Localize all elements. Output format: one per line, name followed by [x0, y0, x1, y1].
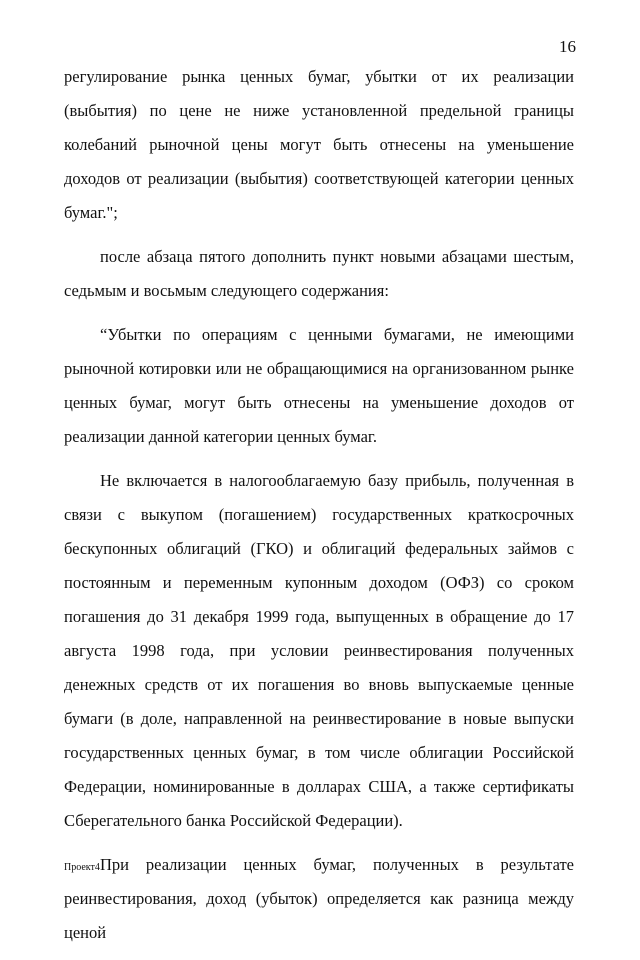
paragraph-continuation: регулирование рынка ценных бумаг, убытки от их реализации (выбытия) по цене не ниже установленной предельной границы колебаний рыночной цены могут быть отнесены на уменьшение доходов от реализации (выбытия) соответствующей категории ценных бумаг."; [64, 67, 574, 222]
paragraph-gko-ofz-exemption: Не включается в налогооблагаемую базу прибыль, полученная в связи с выкупом (погашением) государственных краткосрочных бескупонных облигаций (ГКО) и облигаций федеральных займов с постоянным и переменным купонным доходом (ОФЗ) со сроком погашения до 31 декабря 1999 года, выпущенных в обращение до 17 августа 1998 года, при условии реинвестирования полученных денежных средств от их погашения во вновь выпускаемые ценные бумаги (в доле, направленной на реинвестирование в новые выпуски государственных ценных бумаг, в том числе облигации Российской Федерации, номинированные в долларах США, а также сертификаты Сберегательного банка Российской Федерации). [64, 471, 574, 830]
paragraph-losses-unquoted-securities: “Убытки по операциям с ценными бумагами, не имеющими рыночной котировки или не обращающимися на организованном рынке ценных бумаг, могут быть отнесены на уменьшение доходов от реализации данной категории ценных бумаг. [64, 325, 574, 446]
paragraph-reinvestment-income: При реализации ценных бумаг, полученных в результате реинвестирования, доход (убыток) определяется как разница между ценой [64, 855, 574, 942]
footer-label: Проект4 [64, 862, 100, 873]
document-body [64, 60, 574, 960]
paragraph-amendment-instruction: после абзаца пятого дополнить пункт новыми абзацами шестым, седьмым и восьмым следующего содержания: [64, 247, 574, 300]
page-number: 16 [559, 37, 576, 56]
